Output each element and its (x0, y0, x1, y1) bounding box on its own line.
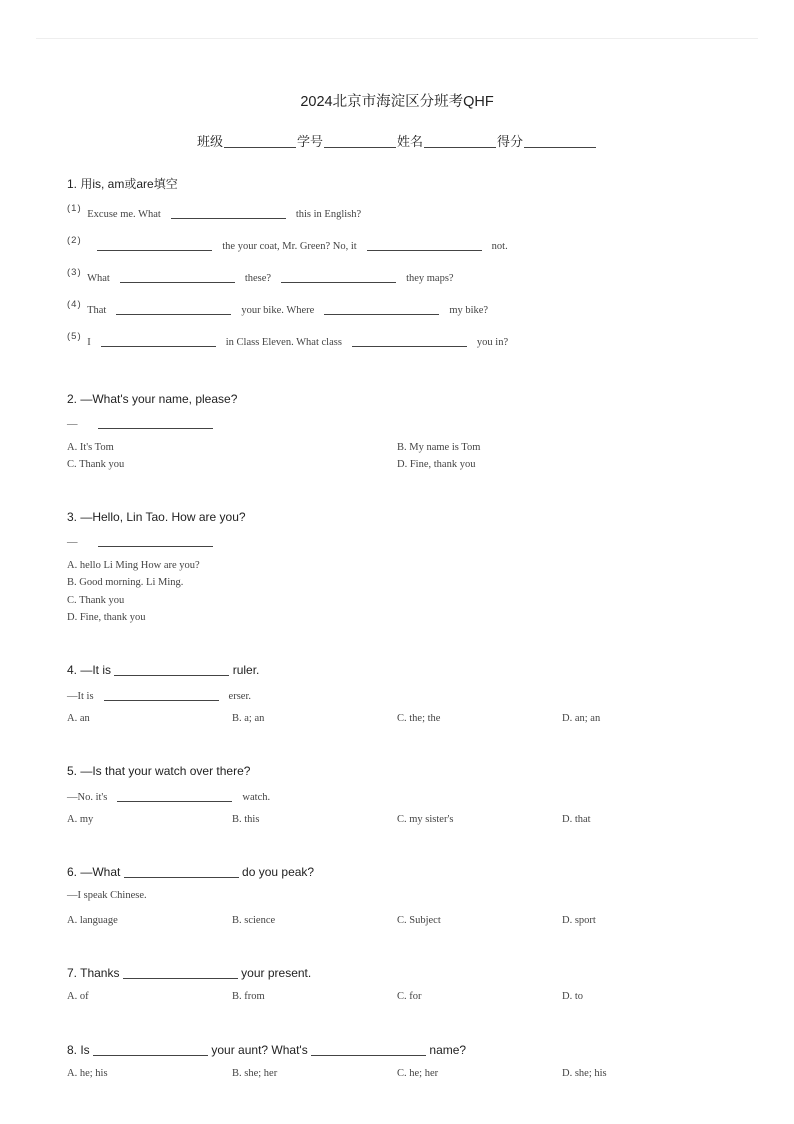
q6-option-b[interactable]: B. science (232, 915, 276, 926)
q5-option-d[interactable]: D. that (562, 814, 591, 825)
q7-heading: 7. Thanks your present. (67, 966, 312, 980)
q6-blank[interactable] (124, 865, 239, 878)
header-divider (36, 38, 758, 39)
q8-option-c[interactable]: C. he; her (397, 1068, 439, 1079)
student-info-row (0, 131, 794, 150)
q2-option-a[interactable]: A. It's Tom (67, 442, 114, 453)
name-field[interactable] (424, 134, 496, 148)
score-label: 得分 (497, 134, 524, 149)
q5-heading: 5. —Is that your watch over there? (67, 764, 251, 778)
q6-option-d[interactable]: D. sport (562, 915, 596, 926)
q7-option-b[interactable]: B. from (232, 991, 265, 1002)
id-label: 学号 (296, 134, 323, 149)
q1-item-2: (2) the your coat, Mr. Green? No, it not. (67, 235, 508, 252)
q1-item-4: (4) That your bike. Where my bike? (67, 299, 489, 316)
q3-heading: 3. —Hello, Lin Tao. How are you? (67, 510, 246, 524)
id-field[interactable] (324, 134, 396, 148)
q1-4-blank-a[interactable] (116, 302, 231, 315)
q4-option-b[interactable]: B. a; an (232, 713, 265, 724)
q2-answer-line: — (67, 416, 213, 430)
score-field[interactable] (524, 134, 596, 148)
q3-option-d[interactable]: D. Fine, thank you (67, 612, 146, 623)
q4-option-d[interactable]: D. an; an (562, 713, 601, 724)
q8-option-a[interactable]: A. he; his (67, 1068, 108, 1079)
q1-item-5: (5) I in Class Eleven. What class you in? (67, 331, 509, 348)
name-label: 姓名 (397, 134, 424, 149)
q2-option-b[interactable]: B. My name is Tom (397, 442, 481, 453)
q4-option-a[interactable]: A. an (67, 713, 90, 724)
q5-option-a[interactable]: A. my (67, 814, 94, 825)
q1-1-blank-a[interactable] (171, 206, 286, 219)
q8-option-d[interactable]: D. she; his (562, 1068, 607, 1079)
q1-item-1: (1) Excuse me. What this in English? (67, 203, 362, 220)
q7-option-c[interactable]: C. for (397, 991, 422, 1002)
q2-option-d[interactable]: D. Fine, thank you (397, 459, 476, 470)
q5-option-c[interactable]: C. my sister's (397, 814, 454, 825)
q8-heading: 8. Is your aunt? What's name? (67, 1043, 467, 1057)
page-title: 2024北京市海淀区分班考QHF (300, 94, 494, 110)
q3-option-c[interactable]: C. Thank you (67, 595, 125, 606)
q7-option-a[interactable]: A. of (67, 991, 89, 1002)
q1-5-blank-b[interactable] (352, 334, 467, 347)
q4-blank-b[interactable] (104, 688, 219, 701)
q4-option-c[interactable]: C. the; the (397, 713, 441, 724)
q6-option-a[interactable]: A. language (67, 915, 118, 926)
q7-option-d[interactable]: D. to (562, 991, 583, 1002)
q3-blank[interactable] (98, 534, 213, 547)
q1-5-blank-a[interactable] (101, 334, 216, 347)
q8-option-b[interactable]: B. she; her (232, 1068, 278, 1079)
q1-2-blank-a[interactable] (97, 238, 212, 251)
q2-heading: 2. —What's your name, please? (67, 392, 238, 406)
q6-heading: 6. —What do you peak? (67, 865, 315, 879)
q2-option-c[interactable]: C. Thank you (67, 459, 125, 470)
q4-line: —It is erser. (67, 688, 251, 702)
q6-option-c[interactable]: C. Subject (397, 915, 441, 926)
q5-blank[interactable] (117, 789, 232, 802)
q3-option-a[interactable]: A. hello Li Ming How are you? (67, 560, 200, 571)
q6-line: —I speak Chinese. (67, 890, 147, 901)
class-label: 班级 (196, 134, 223, 149)
q1-heading: 1. 用is, am或are填空 (67, 177, 178, 191)
q1-3-blank-b[interactable] (281, 270, 396, 283)
q1-4-blank-b[interactable] (324, 302, 439, 315)
q7-blank[interactable] (123, 966, 238, 979)
q3-option-b[interactable]: B. Good morning. Li Ming. (67, 577, 184, 588)
q1-item-3: (3) What these? they maps? (67, 267, 454, 284)
q4-heading: 4. —It is ruler. (67, 663, 260, 677)
q8-blank-a[interactable] (93, 1043, 208, 1056)
q5-option-b[interactable]: B. this (232, 814, 260, 825)
q4-blank-a[interactable] (114, 663, 229, 676)
q1-2-blank-b[interactable] (367, 238, 482, 251)
class-field[interactable] (224, 134, 296, 148)
q5-line: —No. it's watch. (67, 789, 270, 803)
q1-3-blank-a[interactable] (120, 270, 235, 283)
q2-blank[interactable] (98, 416, 213, 429)
q8-blank-b[interactable] (311, 1043, 426, 1056)
q3-answer-line: — (67, 534, 213, 548)
